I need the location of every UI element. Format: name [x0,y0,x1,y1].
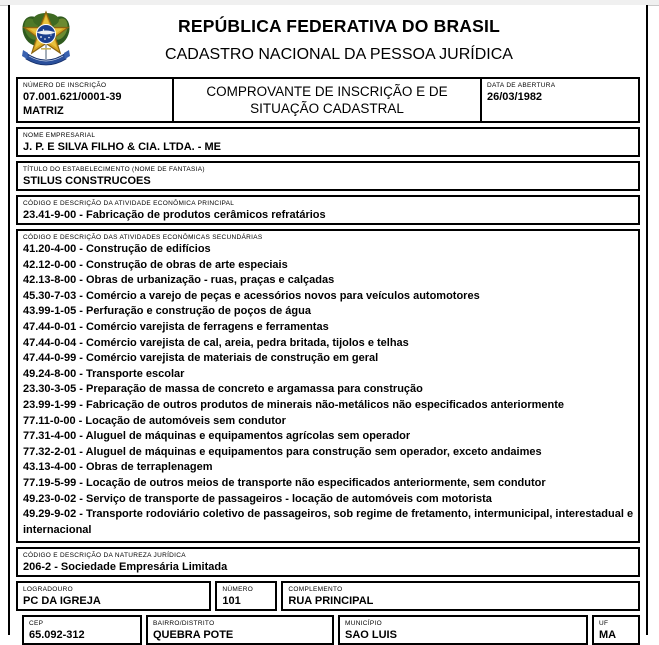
page-title: REPÚBLICA FEDERATIVA DO BRASIL [178,15,500,36]
field-value-nome-empresarial: J. P. E SILVA FILHO & CIA. LTDA. - ME [23,141,222,153]
field-natureza-juridica [16,547,640,577]
field-label: CÓDIGO E DESCRIÇÃO DAS ATIVIDADES ECONÔMICAS SECUNDÁRIAS [23,234,263,241]
atividade-secundaria-item: 77.32-2-01 - Aluguel de máquinas e equipamentos para construção sem operador, exceto andaimes [23,445,542,458]
field-cep [22,615,142,645]
field-value-titulo-estabelecimento: STILUS CONSTRUCOES [23,175,151,187]
field-value-cep: 65.092-312 [29,629,85,642]
atividade-secundaria-item: 49.23-0-02 - Serviço de transporte de passageiros - locação de automóveis com motorista [23,492,492,505]
field-label: NÚMERO DE INSCRIÇÃO [23,82,107,89]
field-data-abertura [482,77,640,123]
field-label: NOME EMPRESARIAL [23,132,96,139]
atividade-secundaria-item: 43.13-4-00 - Obras de terraplenagem [23,461,213,474]
field-value-municipio: SAO LUIS [345,629,397,642]
atividade-secundaria-item: 77.31-4-00 - Aluguel de máquinas e equipamentos agrícolas sem operador [23,430,411,443]
field-label: TÍTULO DO ESTABELECIMENTO (NOME DE FANTASIA) [23,166,205,173]
atividade-secundaria-item: 49.24-8-00 - Transporte escolar [23,367,185,380]
atividade-secundaria-item: 77.19-5-99 - Locação de outros meios de transporte não especificados anteriormente, sem condutor [23,476,546,489]
field-municipio [338,615,588,645]
document-header [16,5,640,75]
field-label: LOGRADOURO [23,586,73,594]
field-label: CEP [29,620,44,628]
field-value-atividade-principal: 23.41-9-00 - Fabricação de produtos cerâmicos refratários [23,209,326,221]
brazil-coat-of-arms-icon [18,9,74,71]
field-uf [592,615,640,645]
registration-summary-row [16,77,640,123]
field-label: CÓDIGO E DESCRIÇÃO DA ATIVIDADE ECONÔMICA PRINCIPAL [23,200,235,207]
field-value-complemento: RUA PRINCIPAL [288,595,374,608]
address-row-street [16,581,640,611]
field-value-bairro: QUEBRA POTE [153,629,234,642]
field-titulo-estabelecimento [16,161,640,191]
atividade-secundaria-item: 23.30-3-05 - Preparação de massa de concreto e argamassa para construção [23,383,423,396]
field-value-matriz: MATRIZ [23,105,64,117]
page-subtitle: CADASTRO NACIONAL DA PESSOA JURÍDICA [165,45,513,63]
field-logradouro [16,581,211,611]
atividades-secundarias-list [18,242,638,538]
header-titles [78,15,640,66]
field-atividade-principal [16,195,640,225]
field-value-uf: MA [599,629,617,642]
field-label: DATA DE ABERTURA [487,82,556,89]
field-value-logradouro: PC DA IGREJA [23,595,101,608]
document-type-title [174,77,482,123]
atividade-secundaria-item: 47.44-0-01 - Comércio varejista de ferragens e ferramentas [23,320,329,333]
field-value-natureza-juridica: 206-2 - Sociedade Empresária Limitada [23,561,228,574]
atividade-secundaria-item: 41.20-4-00 - Construção de edifícios [23,243,211,255]
address-row-locality [16,615,640,645]
atividade-secundaria-item: 47.44-0-04 - Comércio varejista de cal, areia, pedra britada, tijolos e telhas [23,336,409,349]
field-value-data-abertura: 26/03/1982 [487,91,543,103]
field-value-inscricao: 07.001.621/0001-39 [23,91,122,103]
field-value-numero: 101 [222,595,241,608]
atividade-secundaria-item: 45.30-7-03 - Comércio a varejo de peças e acessórios novos para veículos automotores [23,289,480,302]
atividade-secundaria-item: 23.99-1-99 - Fabricação de outros produtos de minerais não-metálicos não especificados anteriormente [23,398,564,411]
field-label: UF [599,620,609,628]
field-numero [215,581,277,611]
field-label: CÓDIGO E DESCRIÇÃO DA NATUREZA JURÍDICA [23,552,186,560]
field-complemento [281,581,640,611]
atividade-secundaria-item: 47.44-0-99 - Comércio varejista de materiais de construção em geral [23,352,379,365]
atividade-secundaria-item: 42.12-0-00 - Construção de obras de arte especiais [23,258,288,271]
atividade-secundaria-item: 77.11-0-00 - Locação de automóveis sem condutor [23,414,286,427]
field-label: NÚMERO [222,586,254,594]
field-label: MUNICÍPIO [345,620,383,628]
field-nome-empresarial [16,127,640,157]
field-numero-inscricao [16,77,174,123]
field-bairro-distrito [146,615,334,645]
atividade-secundaria-item: 49.29-9-02 - Transporte rodoviário coletivo de passageiros, sob regime de fretamento, intermunicipal, interestadual e internacional [23,508,634,536]
atividade-secundaria-item: 43.99-1-05 - Perfuração e construção de poços de água [23,305,311,318]
field-label: BAIRRO/DISTRITO [153,620,215,628]
atividade-secundaria-item: 42.13-8-00 - Obras de urbanização - ruas, praças e calçadas [23,274,335,287]
document-type-label: COMPROVANTE DE INSCRIÇÃO E DE SITUAÇÃO CADASTRAL [206,84,448,116]
cnpj-document-page [8,5,648,642]
field-atividades-secundarias [16,229,640,543]
field-label: COMPLEMENTO [288,586,343,594]
